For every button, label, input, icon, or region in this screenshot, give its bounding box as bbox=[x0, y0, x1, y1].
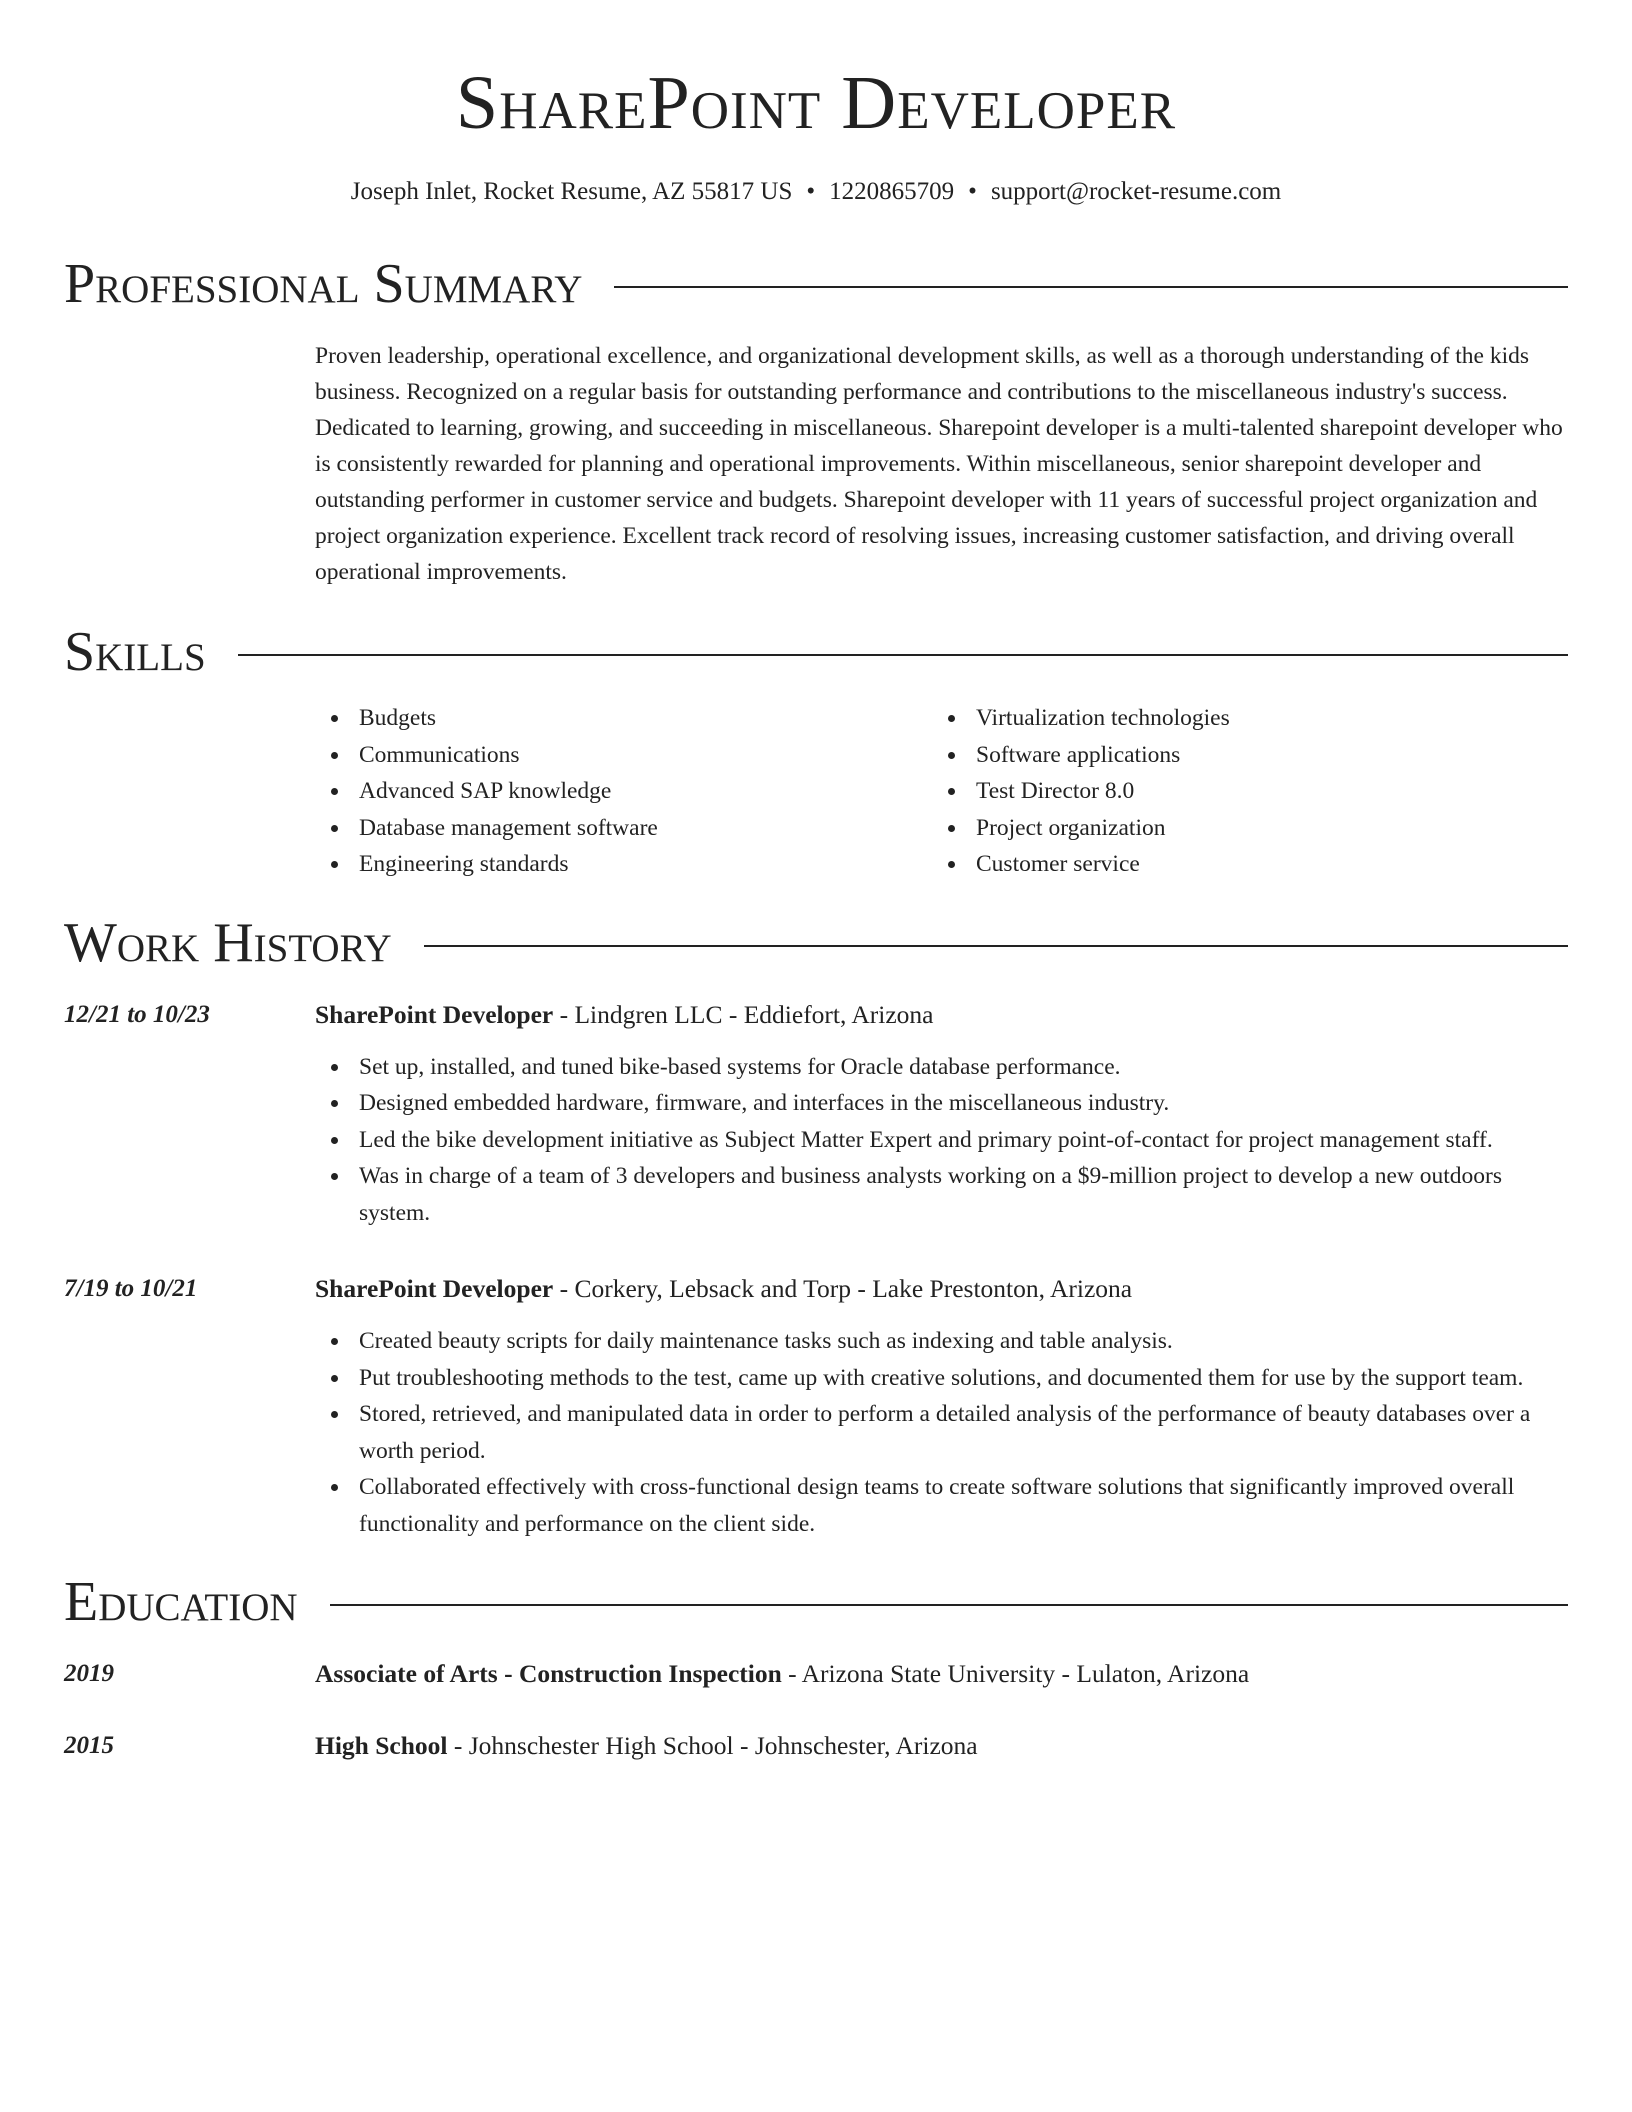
summary-section-header bbox=[64, 252, 1568, 316]
job-bullet: Was in charge of a team of 3 developers and business analysts working on a $9-million project to develop a new outdoors system. bbox=[315, 1158, 1568, 1231]
skill-item: Budgets bbox=[315, 700, 932, 737]
contact-phone: 1220865709 bbox=[829, 178, 955, 205]
contact-address: Joseph Inlet, Rocket Resume, AZ 55817 US bbox=[350, 178, 793, 205]
skills-column-left bbox=[315, 700, 932, 883]
section-divider bbox=[330, 1604, 1568, 1606]
education-degree: Associate of Arts - Construction Inspection bbox=[315, 1659, 782, 1688]
job-title-line bbox=[315, 1271, 1568, 1307]
job-dates: 7/19 to 10/21 bbox=[64, 1275, 198, 1302]
work-section-header bbox=[64, 911, 1568, 975]
skills-list bbox=[315, 700, 1568, 883]
summary-heading: Professional Summary bbox=[64, 253, 583, 315]
job-entry bbox=[64, 1271, 1568, 1542]
job-bullet: Created beauty scripts for daily maintenance tasks such as indexing and table analysis. bbox=[315, 1323, 1568, 1360]
job-bullet: Led the bike development initiative as Subject Matter Expert and primary point-of-contact for project management staff. bbox=[315, 1122, 1568, 1159]
skills-column-right bbox=[932, 700, 1549, 883]
skill-item: Database management software bbox=[315, 810, 932, 847]
education-heading: Education bbox=[64, 1571, 298, 1633]
summary-text: Proven leadership, operational excellence, and organizational development skills, as well as a thorough understanding of the kids business. Recognized on a regular basis for outstanding performance and contributions to the miscellaneous industry's success. Dedicated to learning, growing, and succeeding in miscellaneous. Sharepoint developer is a multi-talented sharepoint developer who is consistently rewarded for planning and operational improvements. Within miscellaneous, senior sharepoint developer and outstanding performer in customer service and budgets. Sharepoint developer with 11 years of successful project organization and project organization experience. Excellent track record of resolving issues, increasing customer satisfaction, and driving overall operational improvements. bbox=[315, 343, 1563, 585]
skills-section-header bbox=[64, 620, 1568, 684]
job-entry bbox=[64, 997, 1568, 1232]
skill-item: Advanced SAP knowledge bbox=[315, 773, 932, 810]
skill-item: Customer service bbox=[932, 846, 1549, 883]
skills-heading: Skills bbox=[64, 621, 206, 683]
job-bullet: Put troubleshooting methods to the test, came up with creative solutions, and documented them for use by the support team. bbox=[315, 1360, 1568, 1397]
skill-item: Software applications bbox=[932, 737, 1549, 774]
contact-line bbox=[64, 176, 1568, 208]
contact-separator: • bbox=[968, 178, 977, 205]
education-school: - Arizona State University - Lulaton, Arizona bbox=[781, 1659, 1250, 1688]
education-year: 2015 bbox=[64, 1732, 114, 1759]
job-bullets bbox=[315, 1049, 1568, 1232]
skill-item: Project organization bbox=[932, 810, 1549, 847]
job-body bbox=[315, 1271, 1568, 1542]
job-dates: 12/21 to 10/23 bbox=[64, 1000, 210, 1028]
job-title: SharePoint Developer bbox=[315, 999, 554, 1029]
skill-item: Engineering standards bbox=[315, 846, 932, 883]
education-school: - Johnschester High School - Johnschester, Arizona bbox=[447, 1731, 978, 1760]
section-divider bbox=[424, 945, 1568, 947]
resume-title: SharePoint Developer bbox=[455, 61, 1177, 145]
job-bullet: Set up, installed, and tuned bike-based systems for Oracle database performance. bbox=[315, 1049, 1568, 1086]
job-employer: - Corkery, Lebsack and Torp - Lake Prestonton, Arizona bbox=[553, 1274, 1133, 1303]
job-title: SharePoint Developer bbox=[315, 1274, 554, 1303]
education-title-line bbox=[315, 1728, 978, 1764]
job-body bbox=[315, 997, 1568, 1232]
contact-email: support@rocket-resume.com bbox=[990, 178, 1282, 205]
job-bullet: Stored, retrieved, and manipulated data in order to perform a detailed analysis of the performance of beauty databases over a worth period. bbox=[315, 1396, 1568, 1469]
job-bullet: Designed embedded hardware, firmware, and interfaces in the miscellaneous industry. bbox=[315, 1085, 1568, 1122]
education-entry bbox=[64, 1728, 1568, 1764]
job-bullets bbox=[315, 1323, 1568, 1542]
skill-item: Communications bbox=[315, 737, 932, 774]
section-divider bbox=[238, 654, 1568, 656]
section-divider bbox=[614, 286, 1568, 288]
education-title-line bbox=[315, 1656, 1249, 1692]
skill-item: Test Director 8.0 bbox=[932, 773, 1549, 810]
job-employer: - Lindgren LLC - Eddiefort, Arizona bbox=[553, 999, 934, 1029]
job-title-line bbox=[315, 997, 1568, 1033]
work-heading: Work History bbox=[64, 911, 392, 974]
education-section-header bbox=[64, 1570, 1568, 1634]
education-entry bbox=[64, 1656, 1568, 1692]
education-year: 2019 bbox=[64, 1660, 114, 1687]
education-degree: High School bbox=[315, 1731, 448, 1760]
contact-separator: • bbox=[806, 178, 816, 205]
job-bullet: Collaborated effectively with cross-functional design teams to create software solutions that significantly improved overall functionality and performance on the client side. bbox=[315, 1469, 1568, 1542]
skill-item: Virtualization technologies bbox=[932, 700, 1549, 737]
